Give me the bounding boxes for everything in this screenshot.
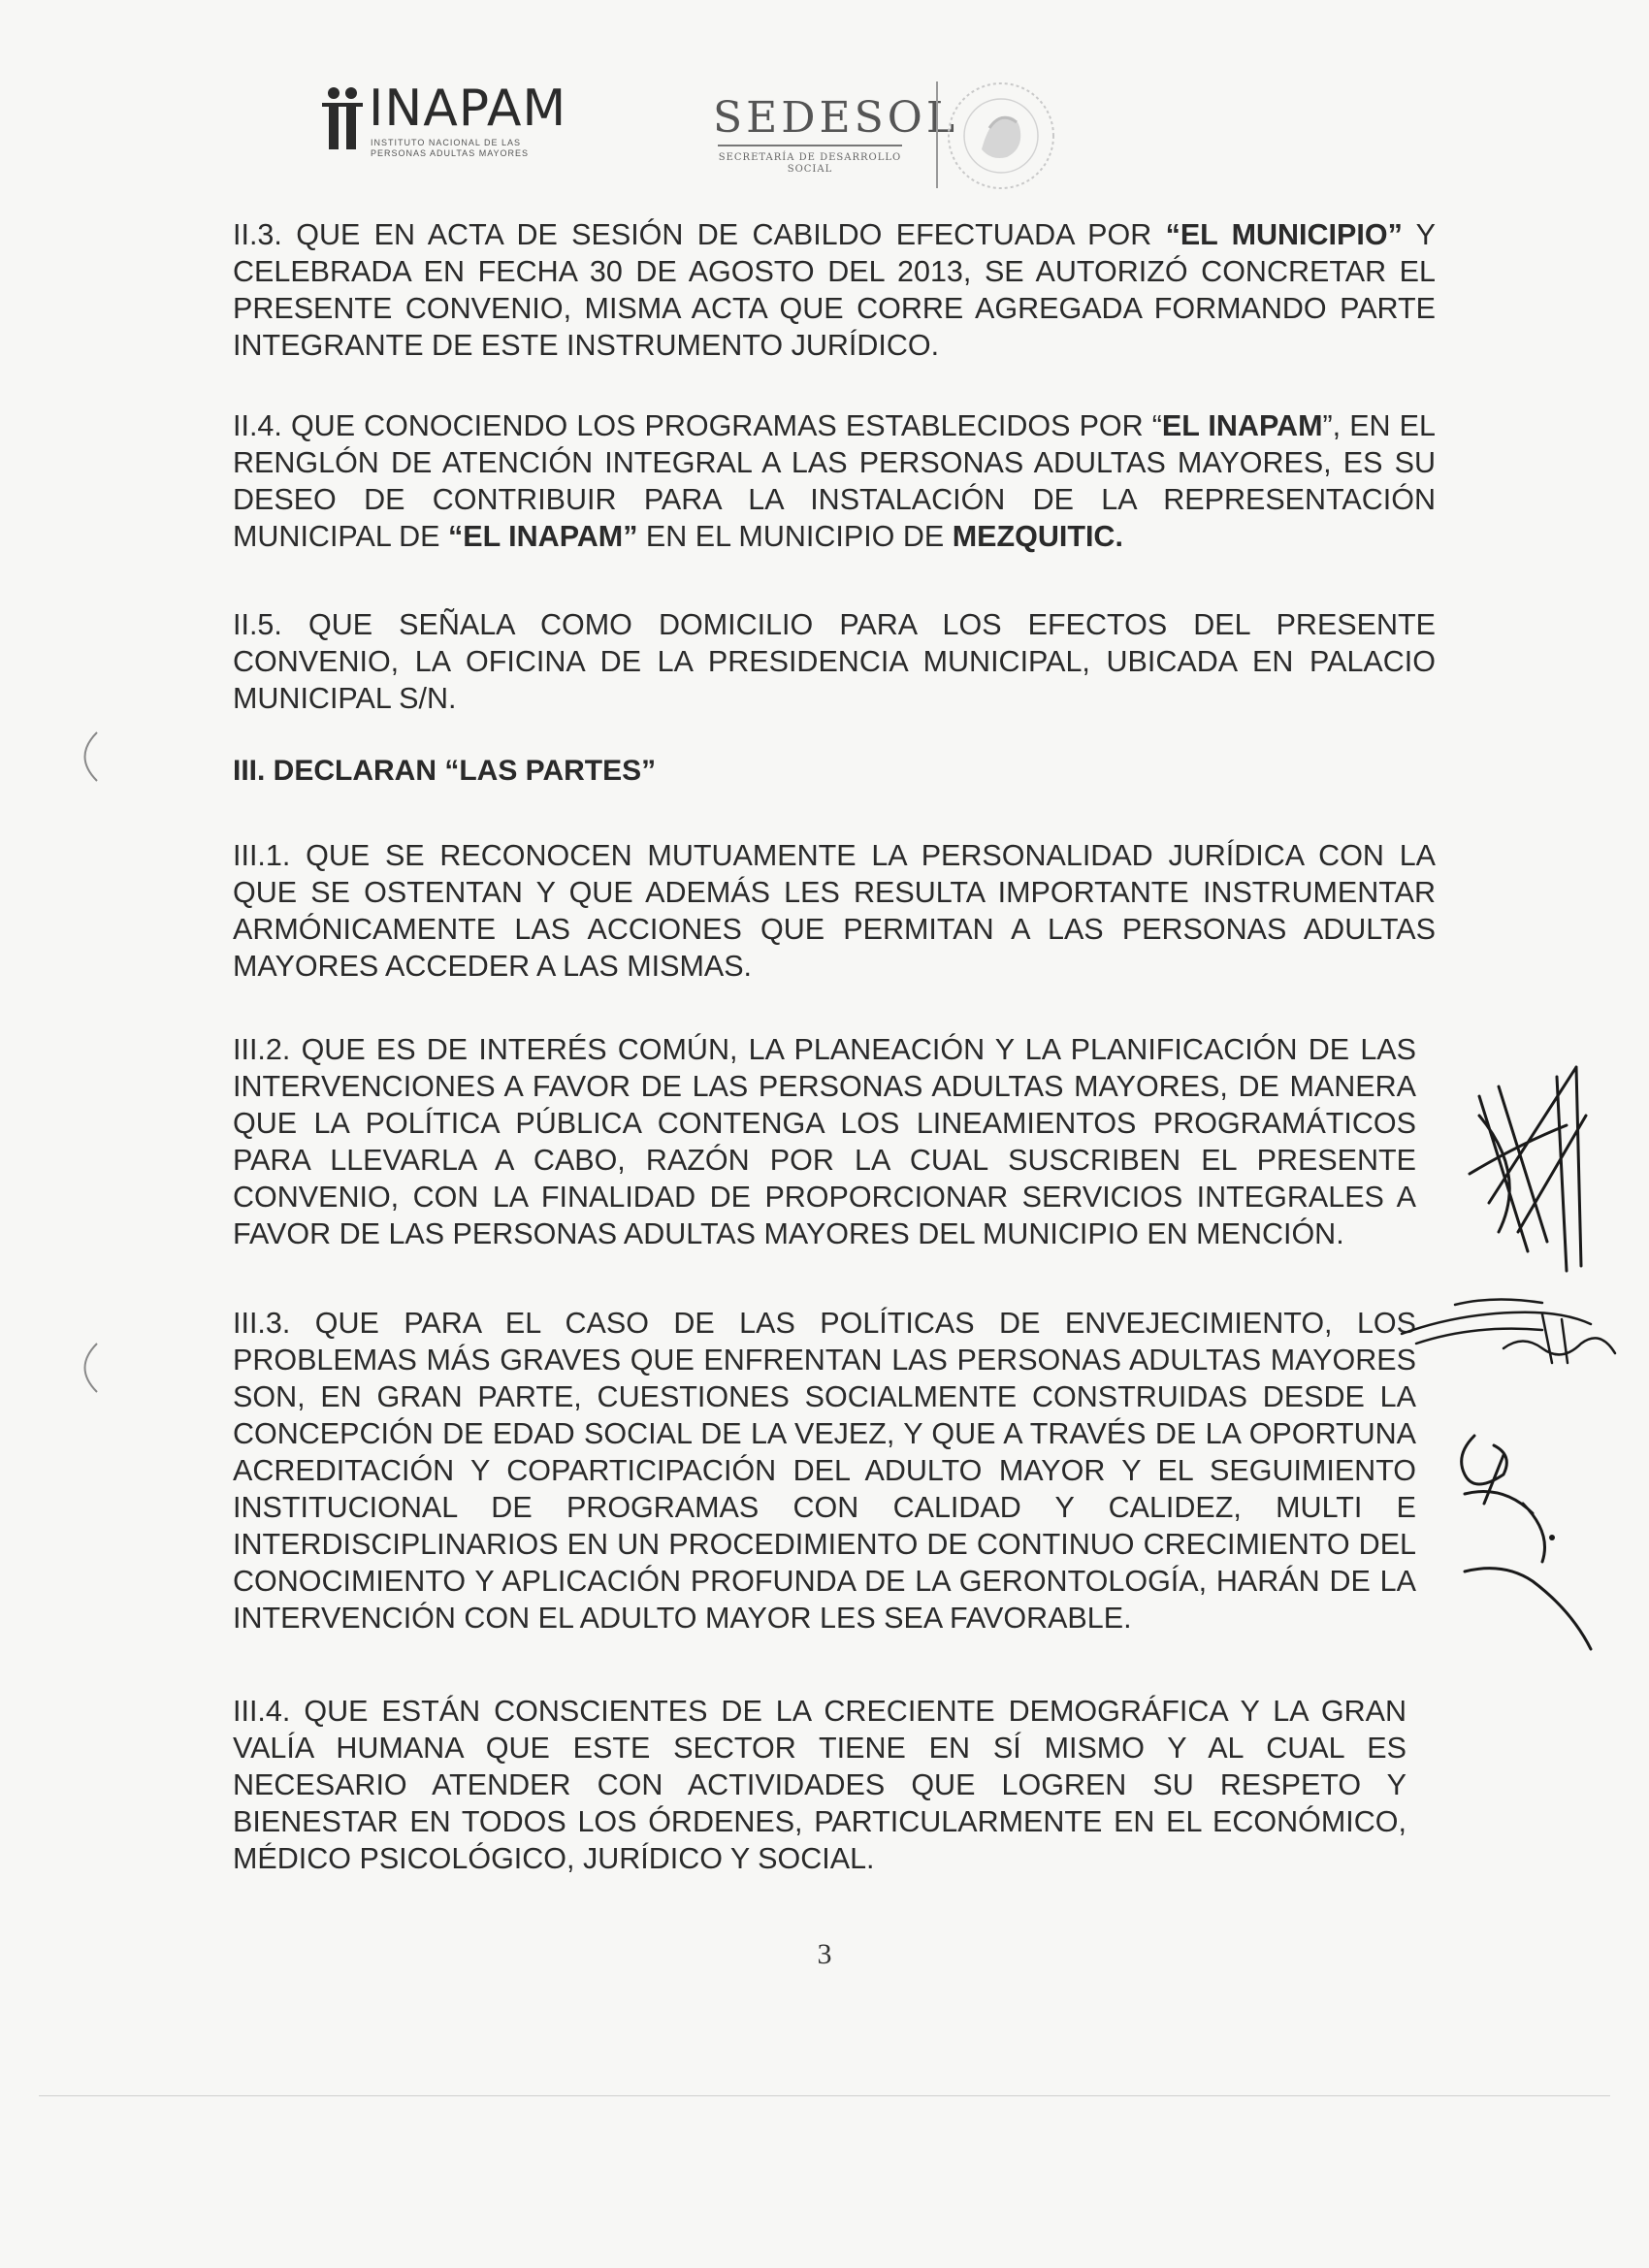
paragraph-iii-2 bbox=[233, 1031, 1416, 1252]
paragraph-ii-3 bbox=[233, 216, 1436, 364]
sedesol-logo bbox=[713, 93, 959, 180]
bold-text: EL INAPAM bbox=[1161, 409, 1323, 442]
page-number: 3 bbox=[817, 1938, 832, 1970]
paragraph-text: QUE ESTÁN CONSCIENTES DE LA CRECIENTE DEMOGRÁFICA Y LA GRAN VALÍA HUMANA QUE ESTE SECTOR TIENE EN SÍ MISMO Y AL CUAL ES NECESARIO ATENDER CON ACTIVIDADES QUE LOGREN SU RESPETO Y BIENESTAR EN TODOS LOS ÓRDENES, PARTICULARMENTE EN EL ECONÓMICO, MÉDICO PSICOLÓGICO, JURÍDICO Y SOCIAL. bbox=[233, 1695, 1406, 1875]
mexican-coat-of-arms-seal-icon bbox=[931, 72, 1057, 198]
paragraph-label: II.3. bbox=[233, 218, 282, 251]
bold-text: MEZQUITIC. bbox=[952, 520, 1123, 553]
inapam-figures-icon bbox=[320, 85, 365, 153]
signature-2-icon bbox=[1397, 1295, 1620, 1373]
paragraph-text: QUE EN ACTA DE SESIÓN DE CABILDO EFECTUADA POR bbox=[296, 218, 1166, 251]
sedesol-logo-text: SEDESOL bbox=[713, 93, 959, 143]
margin-hole-mark-icon bbox=[68, 1339, 107, 1397]
paragraph-label: II.5. bbox=[233, 608, 282, 641]
paragraph-text: QUE CONOCIENDO LOS PROGRAMAS ESTABLECIDOS POR “ bbox=[290, 409, 1162, 442]
paragraph-text: Y CELEBRADA EN FECHA 30 DE AGOSTO DEL 2013, SE AUTORIZÓ CONCRETAR EL PRESENTE CONVENIO, MISMA ACTA QUE CORRE AGREGADA FORMANDO PARTE INTEGRANTE DE ESTE INSTRUMENTO JURÍDICO. bbox=[233, 218, 1436, 362]
scan-edge-line bbox=[39, 2095, 1610, 2096]
sedesol-logo-rule bbox=[718, 145, 902, 146]
bold-text: “EL INAPAM” bbox=[448, 520, 638, 553]
paragraph-label: III.4. bbox=[233, 1695, 291, 1728]
paragraph-text: QUE SEÑALA COMO DOMICILIO PARA LOS EFECTOS DEL PRESENTE CONVENIO, LA OFICINA DE LA PRESIDENCIA MUNICIPAL, UBICADA EN PALACIO MUNICIPAL S/N. bbox=[233, 608, 1436, 715]
paragraph-ii-5 bbox=[233, 606, 1436, 717]
paragraph-label: III.3. bbox=[233, 1307, 291, 1340]
paragraph-label: III.1. bbox=[233, 839, 291, 872]
paragraph-text: EN EL MUNICIPIO DE bbox=[637, 520, 953, 553]
paragraph-text: QUE SE RECONOCEN MUTUAMENTE LA PERSONALIDAD JURÍDICA CON LA QUE SE OSTENTAN Y QUE ADEMÁS LES RESULTA IMPORTANTE INSTRUMENTAR ARMÓNICAMENTE LAS ACCIONES QUE PERMITAN A LAS PERSONAS ADULTAS MAYORES ACCEDER A LAS MISMAS. bbox=[233, 839, 1436, 983]
paragraph-text: QUE PARA EL CASO DE LAS POLÍTICAS DE ENVEJECIMIENTO, LOS PROBLEMAS MÁS GRAVES QUE ENFRENTAN LAS PERSONAS ADULTAS MAYORES SON, EN GRAN PARTE, CUESTIONES SOCIALMENTE CONSTRUIDAS DESDE LA CONCEPCIÓN DE EDAD SOCIAL DE LA VEJEZ, Y QUE A TRAVÉS DE LA OPORTUNA ACREDITACIÓN Y COPARTICIPACIÓN DEL ADULTO MAYOR Y EL SEGUIMIENTO INSTITUCIONAL DE PROGRAMAS CON CALIDAD Y CALIDEZ, MULTI E INTERDISCIPLINARIOS EN UN PROCEDIMIENTO DE CONTINUO CRECIMIENTO DEL CONOCIMIENTO Y APLICACIÓN PROFUNDA DE LA GERONTOLOGÍA, HARÁN DE LA INTERVENCIÓN CON EL ADULTO MAYOR LES SEA FAVORABLE. bbox=[233, 1307, 1416, 1635]
inapam-logo-text: INAPAM bbox=[369, 80, 567, 138]
paragraph-iii-3 bbox=[233, 1305, 1416, 1636]
bold-text: “EL MUNICIPIO” bbox=[1165, 218, 1403, 251]
paragraph-iii-1 bbox=[233, 837, 1436, 985]
inapam-logo bbox=[320, 80, 572, 177]
paragraph-text: QUE ES DE INTERÉS COMÚN, LA PLANEACIÓN Y LA PLANIFICACIÓN DE LAS INTERVENCIONES A FAVOR DE LAS PERSONAS ADULTAS MAYORES, DE MANERA QUE LA POLÍTICA PÚBLICA CONTENGA LOS LINEAMIENTOS PROGRAMÁTICOS PARA LLEVARLA A CABO, RAZÓN POR LA CUAL SUSCRIBEN EL PRESENTE CONVENIO, CON LA FINALIDAD DE PROPORCIONAR SERVICIOS INTEGRALES A FAVOR DE LAS PERSONAS ADULTAS MAYORES DEL MUNICIPIO EN MENCIÓN. bbox=[233, 1033, 1416, 1250]
paragraph-label: III.2. bbox=[233, 1033, 291, 1066]
signature-1-icon bbox=[1460, 1057, 1605, 1280]
paragraph-label: II.4. bbox=[233, 409, 282, 442]
sedesol-logo-subtitle: SECRETARÍA DE DESARROLLO SOCIAL bbox=[718, 152, 902, 175]
signature-3-icon bbox=[1445, 1416, 1600, 1669]
section-heading-iii: III. DECLARAN “LAS PARTES” bbox=[233, 755, 657, 787]
margin-hole-mark-icon bbox=[68, 728, 107, 786]
inapam-logo-subtitle: INSTITUTO NACIONAL DE LAS PERSONAS ADULTAS MAYORES bbox=[371, 138, 530, 158]
paragraph-ii-4 bbox=[233, 407, 1436, 555]
paragraph-text: ”, EN EL RENGLÓN DE ATENCIÓN INTEGRAL A LAS PERSONAS ADULTAS MAYORES, ES SU DESEO DE CONTRIBUIR PARA LA INSTALACIÓN DE LA REPRESENTACIÓN MUNICIPAL DE bbox=[233, 409, 1436, 553]
paragraph-iii-4 bbox=[233, 1693, 1406, 1877]
